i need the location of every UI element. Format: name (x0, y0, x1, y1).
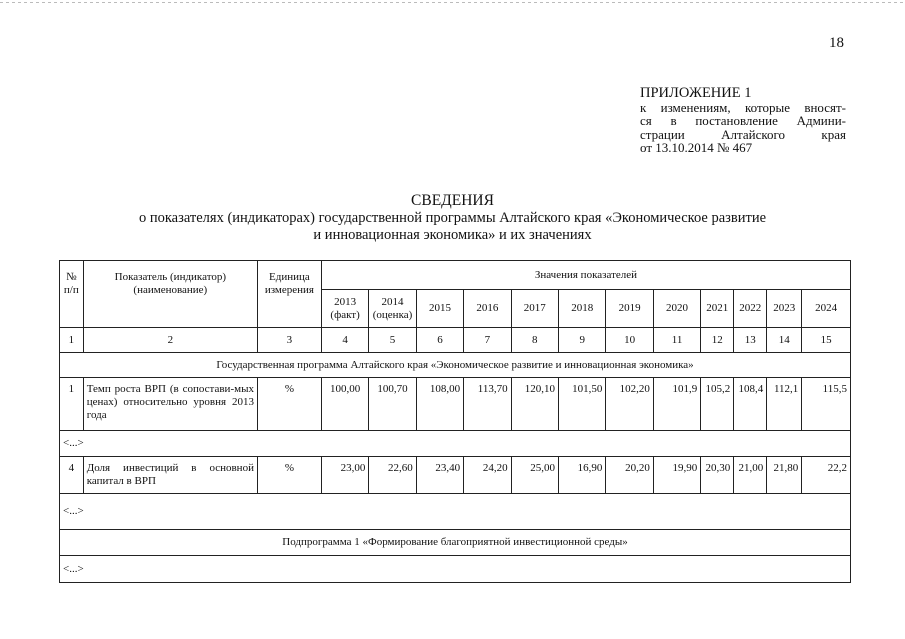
row-unit: % (257, 378, 321, 431)
row-value: 108,00 (416, 378, 463, 431)
page-number: 18 (829, 35, 844, 51)
appendix-line: страции Алтайского края (640, 126, 846, 142)
row-unit: % (257, 457, 321, 494)
row-value: 20,30 (701, 457, 734, 494)
year-header: 2017 (511, 290, 558, 328)
column-number: 1 (60, 328, 84, 353)
ellipsis-text: <...> (60, 431, 851, 457)
header-values-group: Значения показателей (321, 261, 850, 290)
document-title: СВЕДЕНИЯ (411, 192, 494, 209)
row-value: 24,20 (464, 457, 511, 494)
column-number: 12 (701, 328, 734, 353)
row-value: 21,80 (767, 457, 802, 494)
row-value: 23,00 (321, 457, 368, 494)
row-value: 113,70 (464, 378, 511, 431)
year-header: 2020 (653, 290, 700, 328)
row-value: 16,90 (559, 457, 606, 494)
table-row (60, 378, 851, 431)
year-header: 2024 (802, 290, 851, 328)
year-header: 2023 (767, 290, 802, 328)
row-value: 19,90 (653, 457, 700, 494)
appendix-heading: ПРИЛОЖЕНИЕ 1 (640, 85, 752, 101)
indicators-table (59, 260, 851, 583)
column-number: 8 (511, 328, 558, 353)
row-num: 4 (60, 457, 84, 494)
scan-edge-line (0, 2, 905, 3)
year-header: 2014 (оценка) (369, 290, 416, 328)
program-title: Государственная программа Алтайского края «Экономическое развитие и инновационная экономика» (60, 353, 851, 378)
column-number: 3 (257, 328, 321, 353)
row-value: 22,60 (369, 457, 416, 494)
header-unit: Единица измерения (257, 261, 321, 328)
row-value: 22,2 (802, 457, 851, 494)
column-number: 11 (653, 328, 700, 353)
appendix-line: ся в постановление Админи- (640, 113, 846, 128)
row-value: 100,00 (321, 378, 368, 431)
row-value: 101,9 (653, 378, 700, 431)
program-title-row (60, 353, 851, 378)
column-number: 10 (606, 328, 653, 353)
header-row (60, 261, 851, 290)
year-header: 2016 (464, 290, 511, 328)
table-row (60, 457, 851, 494)
column-number: 9 (559, 328, 606, 353)
row-value: 25,00 (511, 457, 558, 494)
column-number: 13 (734, 328, 767, 353)
ellipsis-row (60, 556, 851, 583)
subtitle-line: о показателях (индикаторах) государственной программы Алтайского края «Экономическое развитие (138, 210, 767, 226)
row-value: 115,5 (802, 378, 851, 431)
ellipsis-row (60, 431, 851, 457)
subprogram-title: Подпрограмма 1 «Формирование благоприятной инвестиционной среды» (60, 530, 851, 556)
column-number: 14 (767, 328, 802, 353)
header-indicator: Показатель (индикатор) (наименование) (83, 261, 257, 328)
column-numbers-row (60, 328, 851, 353)
subtitle-line: и инновационная экономика» и их значениях (313, 227, 592, 243)
row-indicator: Доля инвестиций в основной капитал в ВРП (83, 457, 257, 494)
column-number: 2 (83, 328, 257, 353)
appendix-line: от 13.10.2014 № 467 (640, 140, 753, 155)
year-header: 2018 (559, 290, 606, 328)
year-header: 2019 (606, 290, 653, 328)
ellipsis-row (60, 494, 851, 530)
ellipsis-text: <...> (60, 556, 851, 583)
year-header: 2022 (734, 290, 767, 328)
year-header: 2015 (416, 290, 463, 328)
row-value: 101,50 (559, 378, 606, 431)
row-value: 21,00 (734, 457, 767, 494)
column-number: 4 (321, 328, 368, 353)
header-num: № п/п (60, 261, 84, 328)
row-value: 102,20 (606, 378, 653, 431)
subprogram-title-row (60, 530, 851, 556)
year-header: 2021 (701, 290, 734, 328)
document-subtitle (100, 210, 805, 244)
appendix-line: к изменениям, которые вносят- (640, 99, 846, 115)
row-num: 1 (60, 378, 84, 431)
row-value: 105,2 (701, 378, 734, 431)
row-value: 23,40 (416, 457, 463, 494)
row-value: 112,1 (767, 378, 802, 431)
column-number: 6 (416, 328, 463, 353)
row-value: 120,10 (511, 378, 558, 431)
year-header: 2013 (факт) (321, 290, 368, 328)
column-number: 15 (802, 328, 851, 353)
column-number: 5 (369, 328, 416, 353)
row-value: 108,4 (734, 378, 767, 431)
row-value: 20,20 (606, 457, 653, 494)
row-value: 100,70 (369, 378, 416, 431)
row-indicator: Темп роста ВРП (в сопостави-мых ценах) относительно уровня 2013 года (83, 378, 257, 431)
appendix-block (640, 87, 846, 155)
ellipsis-text: <...> (60, 494, 851, 530)
column-number: 7 (464, 328, 511, 353)
